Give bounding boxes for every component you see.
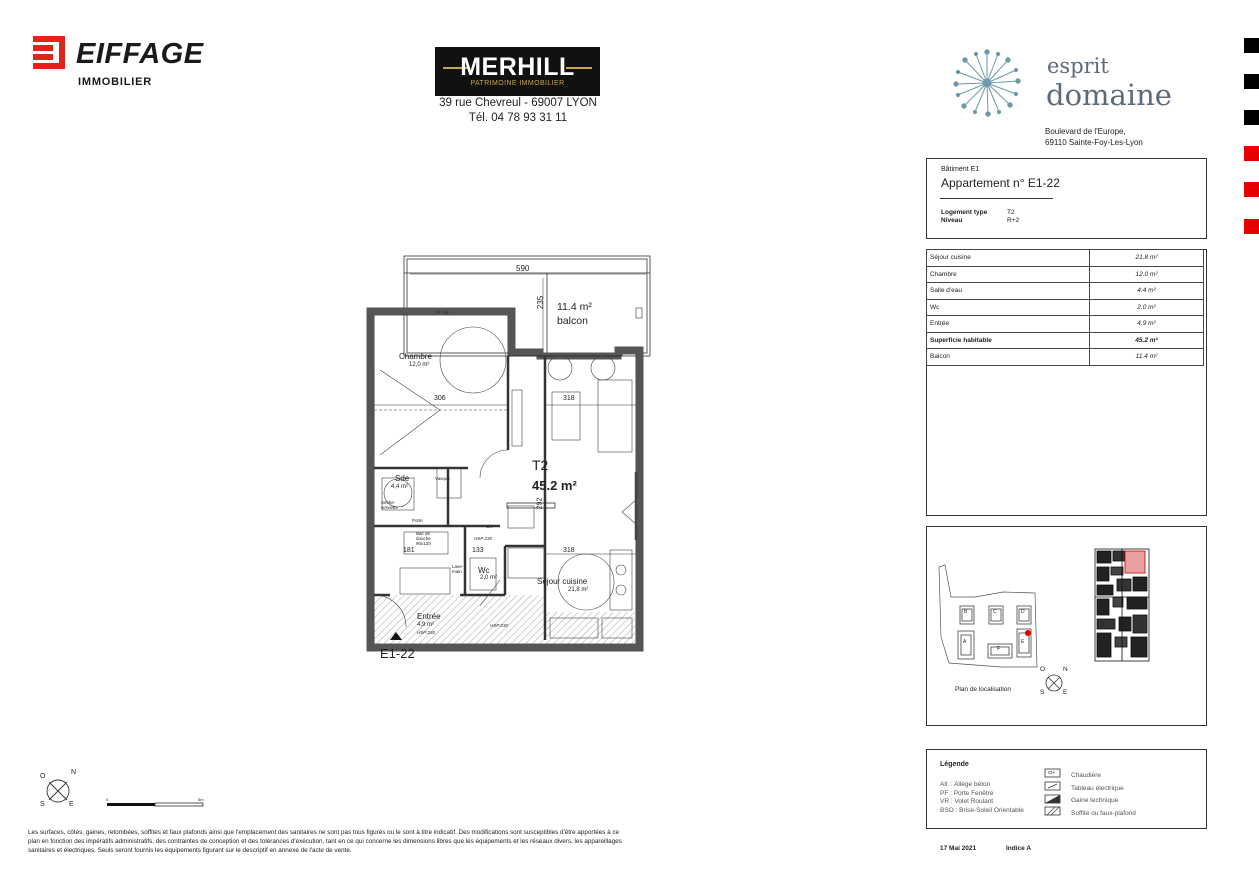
legend-abbr-pf: PF : Porte Fenêtre [940,789,994,797]
location-compass-n: N [1063,666,1068,673]
legend-boiler: Chaudière [1071,772,1101,779]
lave-main-label: Lave-main [452,564,464,574]
side-marker [1244,74,1259,89]
dim-292: 292 [536,497,544,510]
esprit-domaine-logo-line1: esprit [1047,54,1109,78]
site-block-label: A [963,639,967,645]
merhill-phone: Tél. 04 78 93 31 11 [468,112,568,124]
plan-index: Indice A [1006,845,1032,852]
side-marker [1244,182,1259,197]
placard-label: Porte [412,518,423,523]
merhill-address-street: 39 rue Chevreul - 69007 LYON [439,97,597,109]
area-room-value: 45.2 m² [1090,332,1204,349]
building-label: Bâtiment E1 [941,166,980,173]
room-chambre-area: 12,0 m² [409,362,430,368]
location-plan-panel [926,526,1207,726]
area-room-name: Wc [927,299,1090,316]
unit-type-label: T2 [532,457,549,473]
room-entree-label: Entrée [417,612,441,621]
area-row [927,316,1204,333]
douche-label: Bac de douche 90x120 [416,531,431,546]
floor-plan [360,250,660,665]
apartment-title: Appartement n° E1-22 [941,176,1060,190]
merhill-address [433,96,603,126]
apartment-info-box [926,158,1207,239]
dim-balcony-width: 590 [516,264,530,273]
esprit-domaine-dandelion-icon [952,48,1022,118]
area-room-value: 4.4 m² [1090,283,1204,300]
legend-abbr-vr: VR : Volet Roulant [940,798,994,806]
hsp-entree: HSP:230 [417,630,436,635]
side-marker [1244,38,1259,53]
area-room-value: 4.9 m² [1090,316,1204,333]
room-sde-label: Sde [395,474,410,483]
project-address [1045,126,1143,148]
room-wc-label: Wc [478,566,490,575]
hsp-entree-2: HSP:230 [490,623,509,628]
room-sde-area: 4,4 m² [391,484,409,490]
area-room-name: Balcon [927,349,1090,366]
eiffage-logo-text: EIFFAGE [76,38,204,70]
eiffage-logo-subtitle: IMMOBILIER [78,76,152,88]
plan-compass-n: N [71,769,77,776]
area-table-panel [926,249,1207,516]
area-room-value: 12.0 m² [1090,266,1204,283]
legend-abbr-all: All. : Allège béton [940,781,991,788]
side-marker [1244,110,1259,125]
legend-abbreviations [940,781,1024,815]
legend-title: Légende [940,761,969,768]
esprit-domaine-logo-line2: domaine [1046,78,1172,112]
unit-type-value: T2 [1007,209,1015,216]
level-label: Niveau [941,217,963,224]
boiler-code: CH [486,524,493,529]
dim-sejour-bottom: 318 [563,547,575,554]
site-block-label: C [993,609,997,615]
legend-ch-code: CH [1048,770,1055,775]
area-room-name: Superficie habitable [927,332,1090,349]
legend-electrical-panel: Tableau électrique [1071,784,1124,792]
area-row [927,332,1204,349]
project-address-line1: Boulevard de l'Europe, [1045,127,1126,136]
merhill-logo-text: MERHILL [460,53,575,81]
area-room-name: Chambre [927,266,1090,283]
area-row [927,283,1204,300]
unit-type-label: Logement type [941,209,988,216]
plan-compass-o: O [40,773,46,780]
dim-133: 133 [472,547,484,554]
area-row [927,250,1204,267]
location-compass-o: O [1040,666,1046,673]
room-sejour-area: 21,8 m² [568,587,589,593]
legend-symbols [1044,768,1062,816]
legend-panel [926,749,1207,829]
room-sejour-label: Séjour cuisine [537,577,588,586]
dim-balcony-depth: 235 [536,295,546,310]
side-marker [1244,146,1259,161]
location-compass-e: E [1063,689,1068,696]
legend-technical-duct: Gaine technique [1071,797,1119,805]
hsp-sde: HSP:230 [474,536,493,541]
area-row [927,349,1204,366]
plan-date: 17 Mai 2021 [940,845,977,852]
window-pf-label: PF · VR [436,311,449,315]
side-marker [1244,219,1259,234]
legend-abbr-bso: BSO : Brise-Soleil Orientable [940,806,1024,814]
area-room-value: 11.4 m² [1090,349,1204,366]
site-block-label: B [964,609,968,615]
scale-label-end: 5m [198,797,204,802]
area-room-name: Salle d'eau [927,283,1090,300]
merhill-logo [435,47,600,96]
balcony-label: balcon [557,315,588,327]
plan-compass-e: E [69,801,74,808]
level-value: R+2 [1007,217,1020,224]
area-room-name: Entrée [927,316,1090,333]
area-row [927,266,1204,283]
site-block-label: E [1021,639,1025,645]
area-room-name: Séjour cuisine [927,250,1090,267]
area-table [926,249,1204,366]
dim-sejour-top: 318 [563,395,575,402]
seche-serviette-label: Sèche-serviette [381,500,399,510]
vasque-label: Vasque [435,476,450,481]
area-room-value: 21.8 m² [1090,250,1204,267]
legend-soffit: Soffite ou faux-plafond [1071,809,1136,817]
dim-181: 181 [403,547,415,554]
location-plan-caption: Plan de localisation [955,686,1012,693]
area-room-value: 2.0 m² [1090,299,1204,316]
site-block-label: F [997,646,1001,652]
legend-symbol-labels [1071,770,1136,820]
building-floor-plan [1095,549,1149,661]
project-address-line2: 69110 Sainte-Foy-Les-Lyon [1045,138,1143,147]
balcony-area: 11.4 m² [557,301,592,313]
unit-id-marker: E1-22 [380,646,415,661]
site-block-label: D [1021,609,1025,615]
room-chambre-label: Chambre [399,352,432,361]
room-wc-area: 2,0 m² [480,575,498,581]
unit-area-label: 45.2 m² [532,478,577,493]
legal-disclaimer: Les surfaces, côtes, gaines, retombées, soffites et faux plafonds ainsi que l'emplacement des sanitaires ne sont pas tous figurés ou le sont à titre indicatif. Des modifications sont susceptibles d'être apportées à ce plan en fonction des impératifs administratifs, des contraintes de conception et des tolérances d'exécution, tant en ce qui concerne les dimensions libres que les équipements et les réseaux divers, les appareillages sanitaires et électriques. Seuls seront fournis les équipements figurant sur le descriptif en annexe de l'acte de vente. [28,829,622,855]
title-underline [940,198,1053,199]
scale-bar [106,798,206,808]
merhill-logo-subtitle: PATRIMOINE IMMOBILIER [470,80,565,87]
plan-compass-s: S [40,801,45,808]
eiffage-logo-mark [33,36,67,70]
location-compass-s: S [1040,689,1045,696]
dim-chambre: 306 [434,395,446,402]
room-entree-area: 4,9 m² [417,622,435,628]
scale-label-0: 0 [106,797,109,802]
area-row [927,299,1204,316]
